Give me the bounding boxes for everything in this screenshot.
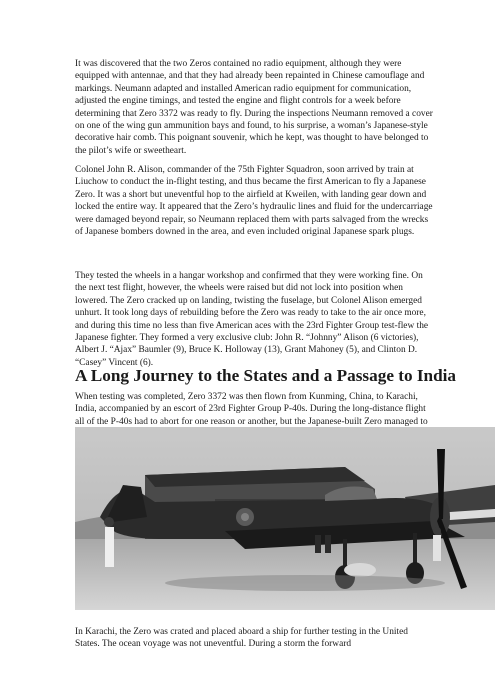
section-paragraph: When testing was completed, Zero 3372 was then flown from Kunming, China, to Karachi, India, accompanied by an escort of 23rd Fighter Group P-40s. During the long-distance flight all of the P-40s had to abort for one reason or another, but the Japanese-built Zero managed to bbox=[75, 392, 428, 427]
closing-paragraph: In Karachi, the Zero was crated and placed aboard a ship for further testing in the United States. The ocean voyage was not uneventful. During a storm the forward bbox=[75, 627, 408, 650]
body-paragraph-2: Colonel John R. Alison, commander of the 75th Fighter Squadron, soon arrived by train at Liuchow to conduct the in-flight testing, and thus became the first American to fly a Japanese Zero. It was a short but uneventful hop to the airfield at Kweilen, with landing gear down and locked the entire way. It appeared that the Zero’s hydraulic lines and fluid for the undercarriage were damaged beyond repair, so Neumann replaced them with parts salvaged from the wrecks of Japanese bombers downed in the area, and even included original Japanese spark plugs. bbox=[75, 165, 433, 238]
zero-fighter-photo bbox=[75, 427, 495, 610]
body-paragraph-1: It was discovered that the two Zeros contained no radio equipment, although they were equipped with antennae, and that they had already been repainted in Chinese camouflage and markings. Neumann adapted and installed American radio equipment for communication, adjusted the engine timings, and tested the engine and flight controls for a week before determining that Zero 3372 was ready to fly. During the inspections Neumann removed a cover on one of the wing gun ammunition bays and found, to his surprise, a woman’s Japanese-style decorative hair comb. This poignant souvenir, which he kept, was thought to have belonged to the pilot’s wife or sweetheart. bbox=[75, 59, 433, 156]
body-paragraph-3: They tested the wheels in a hangar workshop and confirmed that they were working fine. On the next test flight, however, the wheels were raised but did not lock into position when lowered. The Zero cracked up on landing, twisting the fuselage, but Colonel Alison emerged unhurt. It took long days of rebuilding before the Zero was ready to take to the air once more, and during this time no less than five American aces with the 23rd Fighter Group test-flew the Japanese fighter. They formed a very exclusive club: John R. “Johnny” Alison (6 victories), Albert J. “Ajax” Baumler (9), Bruce K. Holloway (13), Grant Mahoney (5), and Clinton D. “Casey” Vincent (6). bbox=[75, 271, 429, 368]
section-heading: A Long Journey to the States and a Passage to India bbox=[75, 366, 457, 385]
